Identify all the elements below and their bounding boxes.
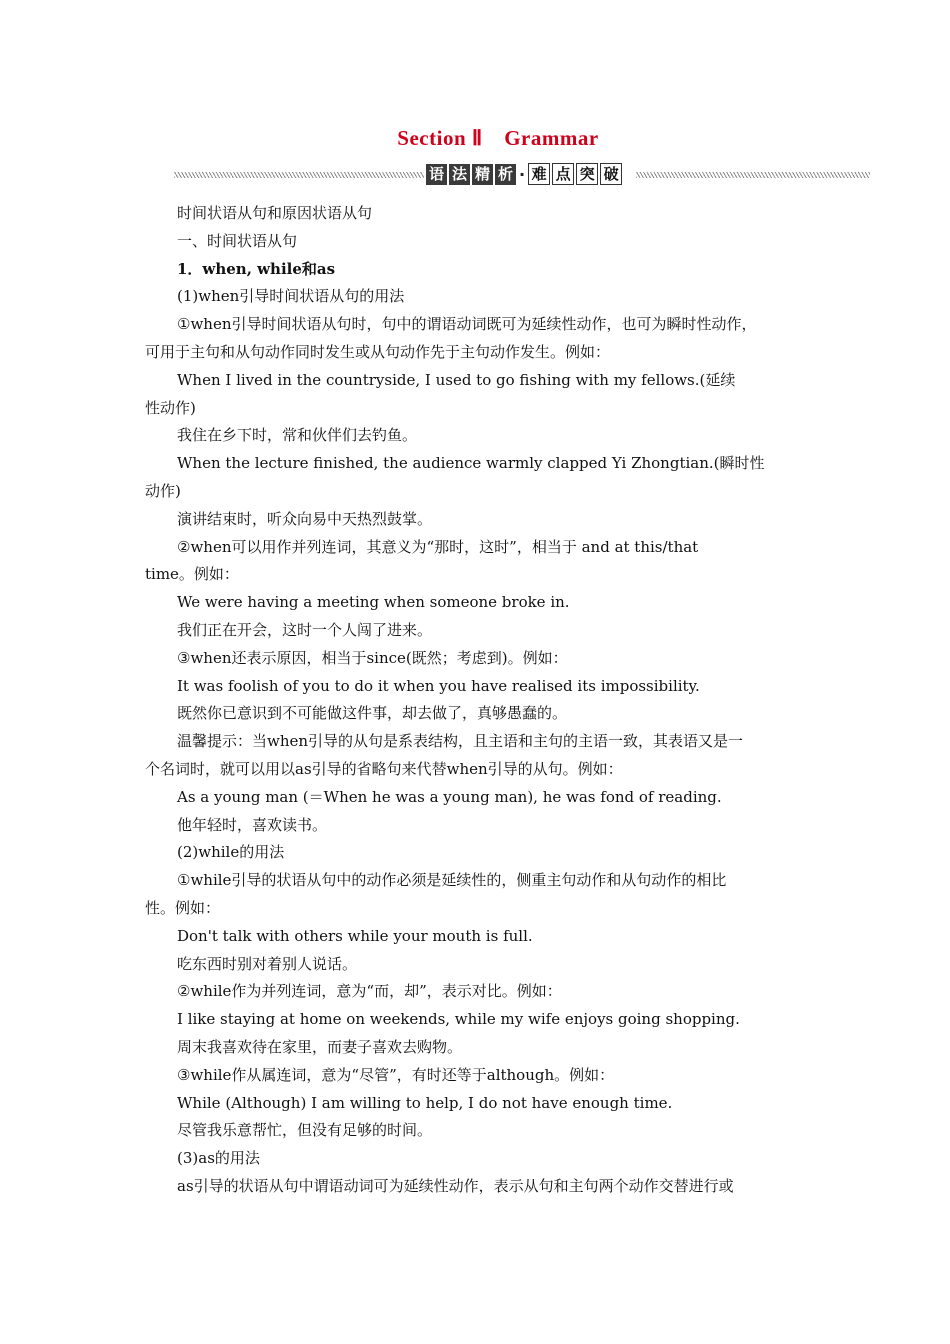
tip-line: 个名词时，就可以用以as引导的省略句来代替when引导的从句。例如：: [145, 759, 623, 778]
text-line: as引导的状语从句中谓语动词可为延续性动作，表示从句和主句两个动作交替进行或: [177, 1176, 734, 1195]
text-line: ①when引导时间状语从句时，句中的谓语动词既可为延续性动作，也可为瞬时性动作，: [177, 315, 757, 334]
text-line: time。例如：: [145, 565, 239, 584]
banner-hatch-right: [636, 172, 870, 178]
translation-line: 尽管我乐意帮忙，但没有足够的时间。: [177, 1121, 433, 1140]
example-line: As a young man (＝When he was a young man), he was fond of reading.: [177, 787, 722, 806]
text-line: ③when还表示原因，相当于since(既然；考虑到)。例如：: [177, 648, 568, 667]
example-line: When I lived in the countryside, I used to go fishing with my fellows.(延续: [177, 370, 736, 389]
banner-hatch-left: [174, 172, 424, 178]
translation-line: 演讲结束时，听众向易中天热烈鼓掌。: [177, 509, 433, 528]
banner-char: 突: [576, 163, 598, 185]
section-heading: 时间状语从句和原因状语从句: [177, 204, 373, 222]
text-line: ②when可以用作并列连词，其意义为“那时，这时”，相当于 and at this/that: [177, 537, 699, 556]
banner-char: 精: [472, 164, 493, 185]
text-line: ③while作从属连词，意为“尽管”，有时还等于although。例如：: [177, 1065, 615, 1084]
text-line: 性。例如：: [145, 898, 221, 917]
translation-line: 周末我喜欢待在家里，而妻子喜欢去购物。: [177, 1037, 463, 1056]
example-line: Don't talk with others while your mouth is full.: [177, 926, 533, 945]
text-line: ①while引导的状语从句中的动作必须是延续性的，侧重主句动作和从句动作的相比: [177, 871, 727, 890]
translation-line: 既然你已意识到不可能做这件事，却去做了，真够愚蠢的。: [177, 704, 568, 723]
usage-heading: (3)as的用法: [177, 1149, 260, 1168]
usage-heading: (1)when引导时间状语从句的用法: [177, 287, 405, 306]
banner-char: 难: [528, 163, 550, 185]
banner-char: 点: [552, 163, 574, 185]
banner-char: 法: [449, 164, 470, 185]
document-body: [145, 200, 815, 1201]
section-banner: [174, 162, 870, 188]
text-line: 可用于主句和从句动作同时发生或从句动作先于主句动作发生。例如：: [145, 342, 611, 361]
banner-char: 析: [495, 164, 516, 185]
example-line: 动作): [145, 481, 181, 500]
banner-char: 破: [600, 163, 622, 185]
example-line: When the lecture finished, the audience warmly clapped Yi Zhongtian.(瞬时性: [177, 454, 765, 473]
usage-heading: (2)while的用法: [177, 843, 285, 862]
section-title: Section Ⅱ Grammar: [397, 126, 599, 150]
banner-char: 语: [426, 164, 447, 185]
subsection-heading: 一、时间状语从句: [177, 231, 298, 250]
topic-heading: 1．when, while和as: [177, 259, 336, 278]
banner-dot: ·: [519, 164, 526, 184]
tip-line: 温馨提示：当when引导的从句是系表结构，且主语和主句的主语一致，其表语又是一: [177, 732, 744, 751]
banner-label: [426, 163, 624, 185]
example-line: It was foolish of you to do it when you have realised its impossibility.: [177, 676, 700, 695]
translation-line: 他年轻时，喜欢读书。: [177, 815, 328, 834]
translation-line: 吃东西时别对着别人说话。: [177, 954, 358, 973]
translation-line: 我们正在开会，这时一个人闯了进来。: [177, 620, 433, 639]
example-line: I like staying at home on weekends, while my wife enjoys going shopping.: [177, 1010, 740, 1029]
example-line: We were having a meeting when someone broke in.: [177, 593, 570, 612]
example-line: While (Although) I am willing to help, I do not have enough time.: [177, 1093, 673, 1112]
translation-line: 我住在乡下时，常和伙伴们去钓鱼。: [177, 426, 418, 445]
text-line: ②while作为并列连词，意为“而，却”，表示对比。例如：: [177, 982, 562, 1001]
example-line: 性动作): [145, 398, 196, 417]
